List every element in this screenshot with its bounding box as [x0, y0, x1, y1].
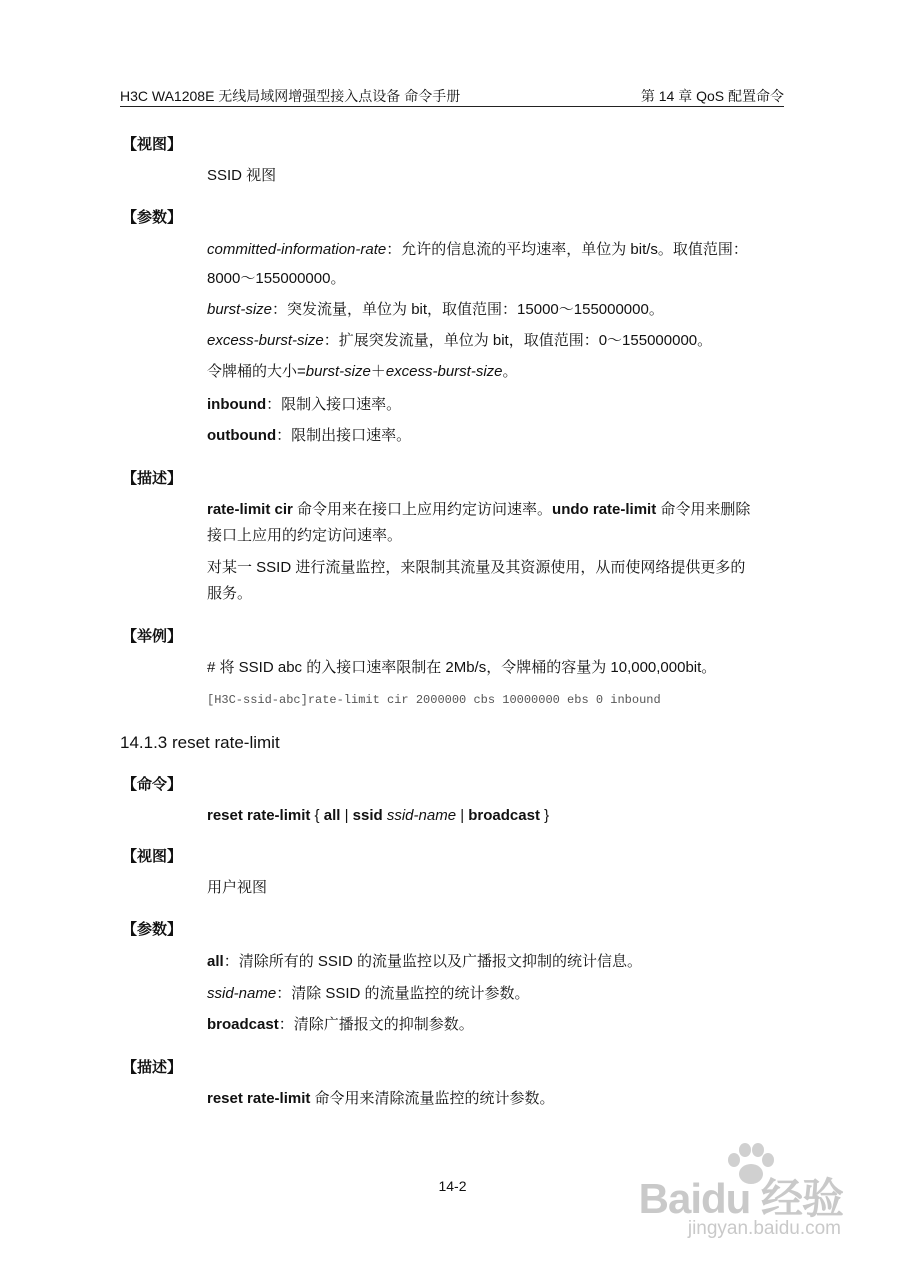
cmd-brace-open: { — [310, 807, 324, 824]
section-params2-heading: 【参数】 — [122, 921, 183, 938]
param-cir — [207, 234, 785, 265]
desc-text-2: 命令用来删除 — [656, 501, 751, 518]
param2-broadcast — [207, 1009, 785, 1040]
desc-kw-rate-limit-cir: rate-limit cir — [207, 501, 293, 518]
param2-bc-desc: ：清除广播报文的抑制参数。 — [278, 1016, 474, 1033]
param-excess-burst-size — [207, 325, 785, 356]
param2-all — [207, 946, 785, 977]
desc2-kw: reset rate-limit — [207, 1090, 311, 1107]
desc-para-1 — [207, 496, 785, 524]
param2-ssid-desc: ：清除 SSID 的流量监控的统计参数。 — [276, 985, 530, 1002]
bucket-bs: burst-size — [305, 363, 371, 380]
desc-para-2: 对某一 SSID 进行流量监控，来限制其流量及其资源使用，从而使网络提供更多的 — [207, 559, 746, 576]
cmd-kw-ssid: ssid — [352, 807, 383, 824]
bucket-ebs: excess-burst-size — [385, 363, 503, 380]
param2-ssid-name — [207, 978, 785, 1009]
section-view-heading: 【视图】 — [122, 136, 183, 153]
example-code: [H3C-ssid-abc]rate-limit cir 2000000 cbs 10000000 ebs 0 inbound — [207, 693, 661, 707]
bucket-end: 。 — [502, 363, 518, 380]
param-inbound — [207, 389, 785, 420]
param-cir-desc: ：允许的信息流的平均速率，单位为 bit/s。取值范围： — [386, 241, 748, 258]
outbound-desc: ：限制出接口速率。 — [276, 427, 412, 444]
desc-text-1: 命令用来在接口上应用约定访问速率。 — [292, 501, 553, 518]
param-bs-desc: ：突发流量，单位为 bit，取值范围：15000～155000000。 — [272, 301, 664, 318]
param-cir-range: 8000～155000000。 — [207, 270, 346, 287]
watermark-brand: Baidu 经验 — [638, 1175, 843, 1222]
header-chapter: 第 14 章 QoS 配置命令 — [640, 88, 784, 104]
param-cir-name: committed-information-rate — [207, 241, 387, 258]
section-desc2-heading: 【描述】 — [122, 1059, 183, 1076]
cmd-brace-close: } — [539, 807, 550, 824]
section-desc-heading: 【描述】 — [122, 470, 183, 487]
cmd-kw-reset-rate-limit: reset rate-limit — [207, 807, 311, 824]
desc-para-2-cont: 服务。 — [207, 585, 253, 602]
desc-para-1-cont: 接口上应用的约定访问速率。 — [207, 527, 403, 544]
inbound-desc: ：限制入接口速率。 — [266, 396, 402, 413]
outbound-keyword: outbound — [207, 427, 277, 444]
view-text: SSID 视图 — [207, 167, 277, 184]
desc2-text — [207, 1083, 785, 1114]
example-comment: # 将 SSID abc 的入接口速率限制在 2Mb/s，令牌桶的容量为 10,000,000bit。 — [207, 659, 717, 676]
param-ebs-name: excess-burst-size — [207, 332, 324, 349]
watermark-url: jingyan.baidu.com — [687, 1218, 841, 1239]
param-burst-size — [207, 294, 785, 325]
cmd-kw-broadcast: broadcast — [468, 807, 540, 824]
section-command-heading: 【命令】 — [122, 776, 183, 793]
section-view2-heading: 【视图】 — [122, 848, 183, 865]
header-title: H3C WA1208E 无线局域网增强型接入点设备 命令手册 — [120, 88, 461, 104]
param-bs-name: burst-size — [207, 301, 273, 318]
subsection-title: 14.1.3 reset rate-limit — [120, 733, 280, 752]
param2-bc-kw: broadcast — [207, 1016, 279, 1033]
watermark — [638, 1142, 843, 1242]
bucket-plus: ＋ — [370, 363, 386, 380]
cmd-bar-2: | — [456, 807, 469, 824]
page-number: 14-2 — [438, 1178, 467, 1194]
param-bucket-size — [207, 356, 785, 387]
inbound-keyword: inbound — [207, 396, 267, 413]
desc-kw-undo-rate-limit: undo rate-limit — [552, 501, 657, 518]
cmd-arg-ssid-name: ssid-name — [382, 807, 457, 824]
param-outbound — [207, 420, 785, 451]
param2-all-kw: all — [207, 953, 224, 970]
section-params-heading: 【参数】 — [122, 209, 183, 226]
header-rule — [120, 106, 784, 107]
cmd-bar-1: | — [340, 807, 353, 824]
view2-text: 用户视图 — [207, 879, 268, 896]
command-syntax — [207, 800, 785, 831]
desc2-desc: 命令用来清除流量监控的统计参数。 — [310, 1090, 555, 1107]
cmd-kw-all: all — [323, 807, 341, 824]
bucket-prefix: 令牌桶的大小= — [207, 363, 306, 380]
param2-all-desc: ：清除所有的 SSID 的流量监控以及广播报文抑制的统计信息。 — [223, 953, 643, 970]
section-example-heading: 【举例】 — [122, 628, 183, 645]
param2-ssid-arg: ssid-name — [207, 985, 277, 1002]
param-ebs-desc: ：扩展突发流量，单位为 bit，取值范围：0～155000000。 — [323, 332, 713, 349]
